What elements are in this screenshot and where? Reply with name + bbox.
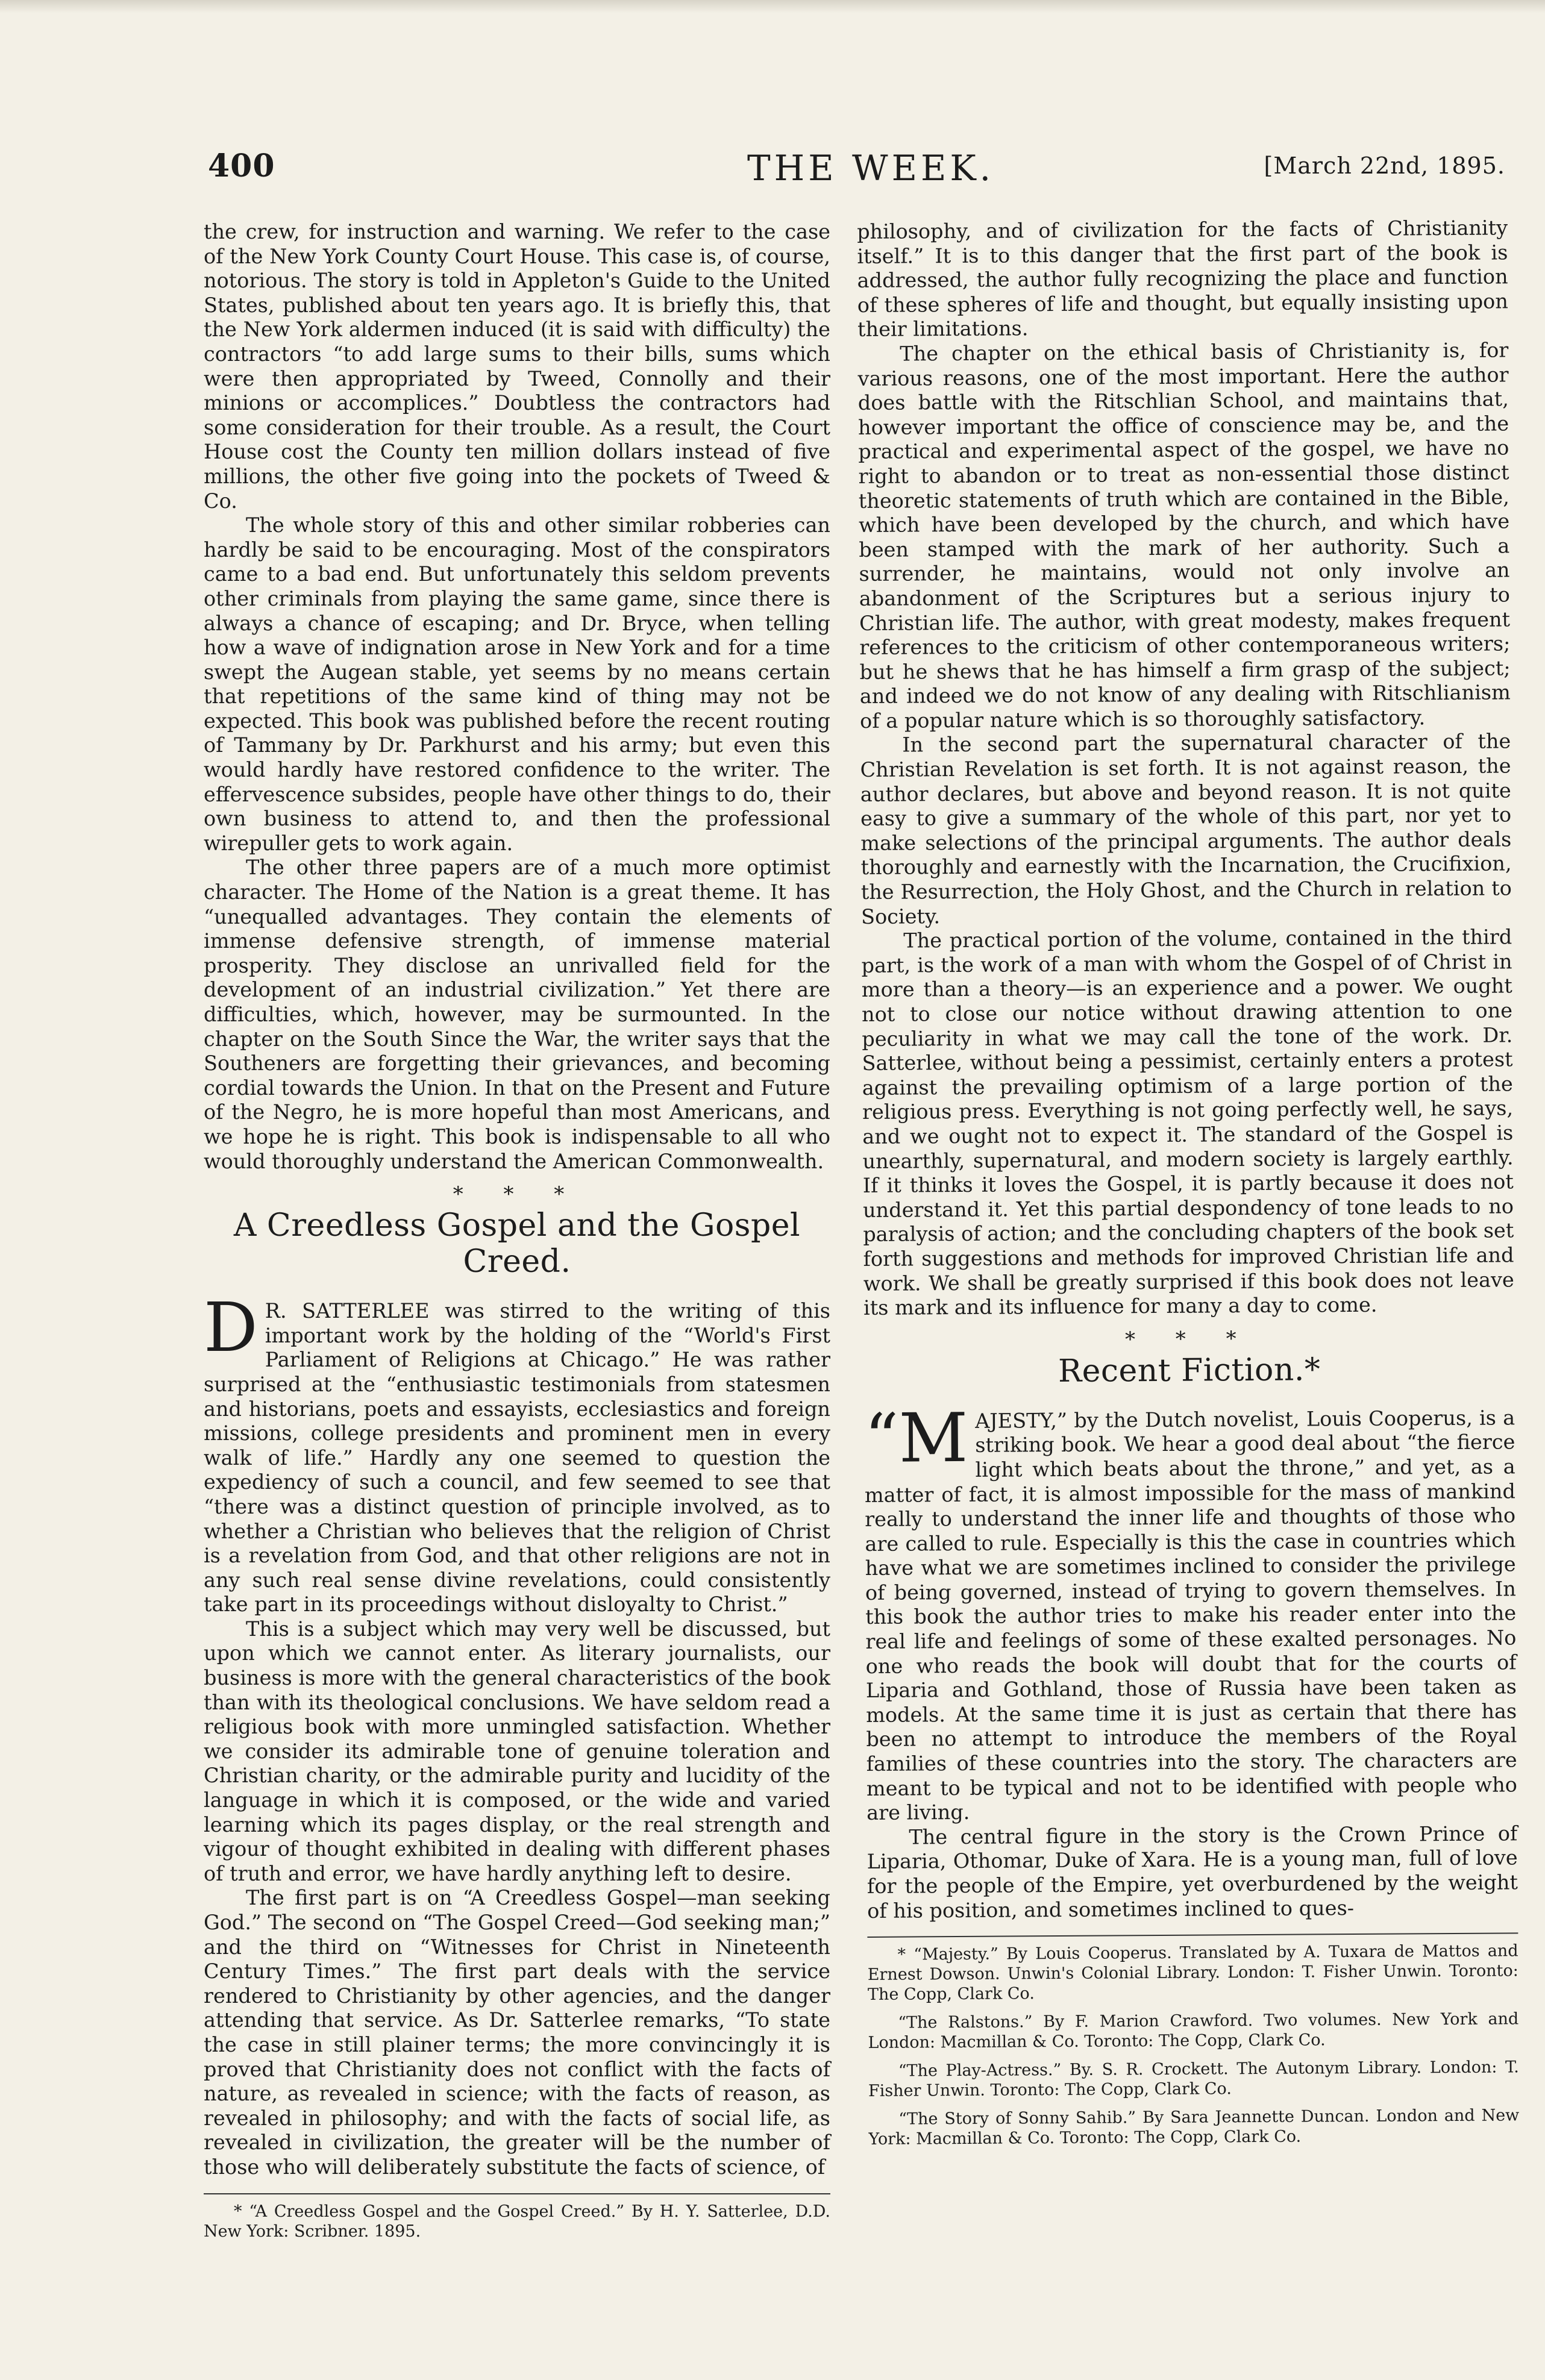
paragraph: The whole story of this and other similar robberies can hardly be said to be encouraging. Most of the conspirators came to a bad end. But unfortunately this seldom prevents other criminals from playing the same game, since there is always a chance of escaping; and Dr. Bryce, when telling how a wave of indignation arose in New York and for a time swept the Augean stable, yet seems by no means certain that repetitions of the same kind of thing may not be expected. This book was published before the recent routing of Tammany by Dr. Parkhurst and his army; but even this would hardly have restored confidence to the writer. The effervescence subsides, people have other things to do, their own business to attend to, and then the professional wirepuller gets to work again. (204, 513, 830, 855)
issue-date: [March 22nd, 1895. (1264, 152, 1505, 179)
continued-paragraph: the crew, for instruction and warning. We refer to the case of the New York County Court House. This case is, of course, notorious. The story is told in Appleton's Guide to the United States, published about ten years ago. It is briefly this, that the New York aldermen induced (it is said with difficulty) the contractors “to add large sums to their bills, sums which were then appropriated by Tweed, Connolly and their minions or accomplices.” Doubtless the contractors had some consideration for their trouble. As a result, the Court House cost the County ten million dollars instead of five millions, the other five going into the pockets of Tweed & Co. (204, 220, 830, 513)
continued-paragraph: philosophy, and of civilization for the facts of Christianity itself.” It is to this danger that the first part of the book is addressed, the author fully recognizing the place and function of these spheres of life and thought, but equally insisting upon their limitations. (857, 216, 1508, 342)
article-paragraph (204, 1289, 830, 1617)
article-paragraph: This is a subject which may very well be discussed, but upon which we cannot enter. As literary journalists, our business is more with the general characteristics of the book than with its theological conclusions. We have seldom read a religious book with more unmingled satisfaction. Whether we consider its admirable tone of genuine toleration and Christian charity, or the admirable purity and lucidity of the language in which it is composed, or the wide and varied learning which its pages display, or the real strength and vigour of thought exhibited in dealing with different phases of truth and error, we have hardly anything left to desire. (204, 1617, 830, 1885)
left-column (204, 220, 830, 2250)
article-title: A Creedless Gospel and the Gospel Creed. (233, 1207, 801, 1280)
review-paragraph: The central figure in the story is the Crown Prince of Liparia, Othomar, Duke of Xara. He is a young man, full of love for the people of the Empire, yet overburdened by the weight of his position, and sometimes inclined to ques- (867, 1821, 1518, 1923)
section-separator: * * * (453, 1182, 581, 1207)
journal-title: THE WEEK. (747, 148, 995, 189)
right-column (857, 216, 1520, 2158)
paragraph: In the second part the supernatural character of the Christian Revelation is set forth. It is not against reason, the author declares, but above and beyond reason. It is not quite easy to give a summary of the whole of this part, nor yet to make selections of the principal arguments. The author deals thoroughly and earnestly with the Incarnation, the Crucifixion, the Resurrection, the Holy Ghost, and the Church in relation to Society. (860, 729, 1512, 929)
drop-cap: “M (863, 1398, 968, 1478)
review-paragraph (863, 1398, 1518, 1826)
review-paragraph-text: AJESTY,” by the Dutch novelist, Louis Cooperus, is a striking book. We hear a good deal about “the fierce light which beats about the throne,” and yet, as a matter of fact, it is almost impossible for the mass of mankind really to understand the inner life and thoughts of those who are called to rule. Especially is this the case in countries which have what we are sometimes inclined to consider the privilege of being governed, instead of trying to govern themselves. In this book the author tries to make his reader enter into the real life and feelings of some of these exalted personages. No one who reads the book will doubt that for the courts of Liparia and Gothland, those of Russia have been taken as models. At the same time it is just as certain that there has been no attempt to introduce the members of the Royal families of these countries into the story. The characters are meant to be typical and not to be identified with people who are living. (864, 1406, 1518, 1825)
footnote: * “A Creedless Gospel and the Gospel Creed.” By H. Y. Satterlee, D.D. New York: Scribner. 1895. (204, 2202, 830, 2241)
footnote: “The Ralstons.” By F. Marion Crawford. Two volumes. New York and London: Macmillan & Co. Toronto: The Copp, Clark Co. (868, 2009, 1519, 2053)
paragraph: The chapter on the ethical basis of Christianity is, for various reasons, one of the most important. Here the author does battle with the Ritschlian School, and maintains that, however important the office of conscience may be, and the practical and experimental aspect of the gospel, we have no right to abandon or to treat as non-essential those distinct theoretic statements of truth which are contained in the Bible, which have been developed by the church, and which have been stamped with the mark of her authority. Such a surrender, he maintains, would not only involve an abandonment of the Scriptures but a serious injury to Christian life. The author, with great modesty, makes frequent references to the criticism of other contemporaneous writers; but he shews that he has himself a firm grasp of the subject; and indeed we do not know of any dealing with Ritschlianism of a popular nature which is so thoroughly satisfactory. (857, 338, 1511, 733)
section-separator: * * * (1124, 1326, 1253, 1352)
drop-cap: D (204, 1289, 258, 1368)
footnote: * “Majesty.” By Louis Cooperus. Translated by A. Tuxara de Mattos and Ernest Dowson. Unwin's Colonial Library. London: T. Fisher Unwin. Toronto: The Copp, Clark Co. (867, 1941, 1518, 2005)
footnote-rule (204, 2193, 830, 2194)
page-header (208, 148, 1512, 196)
article-paragraph-text: R. SATTERLEE was stirred to the writing of this important work by the holding of the “World's First Parliament of Religions at Chicago.” He was rather surprised at the “enthusiastic testimonials from statesmen and historians, poets and essayists, ecclesiastics and foreign missions, college presidents and prominent men in every walk of life.” Hardly any one seemed to question the expediency of such a council, and few seemed to see that “there was a distinct question of principle involved, as to whether a Christian who believes that the religion of Christ is a revelation from God, and that other religions are not in any such real sense divine revelations, could consistently take part in its proceedings without disloyalty to Christ.” (204, 1299, 830, 1617)
section-title: Recent Fiction.* (1058, 1351, 1321, 1389)
footnote: “The Play-Actress.” By. S. R. Crockett. The Autonym Library. London: T. Fisher Unwin. Toronto: The Copp, Clark Co. (868, 2058, 1519, 2101)
paragraph: The other three papers are of a much more optimist character. The Home of the Nation is a great theme. It has “unequalled advantages. They contain the elements of immense defensive strength, of immense material prosperity. They disclose an unrivalled field for the development of an industrial civilization.” Yet there are difficulties, which, however, may be surmounted. In the chapter on the South Since the War, the writer says that the Southeners are forgetting their grievances, and becoming cordial towards the Union. In that on the Present and Future of the Negro, he is more hopeful than most Americans, and we hope he is right. This book is indispensable to all who would thoroughly understand the American Commonwealth. (204, 856, 830, 1173)
footnote: “The Story of Sonny Sahib.” By Sara Jeannette Duncan. London and New York: Macmillan & Co. Toronto: The Copp, Clark Co. (868, 2106, 1520, 2149)
article-paragraph: The first part is on “A Creedless Gospel—man seeking God.” The second on “The Gospel Creed—God seeking man;” and the third on “Witnesses for Christ in Nineteenth Century Times.” The first part deals with the service rendered to Christianity by other agencies, and the danger attending that service. As Dr. Satterlee remarks, “To state the case in still plainer terms; the more convincingly it is proved that Christianity does not conflict with the facts of nature, as revealed in science; with the facts of reason, as revealed in philosophy; and with the facts of social life, as revealed in civilization, the greater will be the number of those who will deliberately substitute the facts of science, of (204, 1886, 830, 2179)
paragraph: The practical portion of the volume, contained in the third part, is the work of a man with whom the Gospel of of Christ in more than a theory—is an experience and a power. We ought not to close our notice without drawing attention to one peculiarity in what we may call the tone of the work. Dr. Satterlee, without being a pessimist, certainly enters a protest against the prevailing optimism of a large portion of the religious press. Everything is not going perfectly well, he says, and we ought not to expect it. The standard of the Gospel is unearthly, supernatural, and modern society is largely earthly. If it thinks it loves the Gospel, it is partly because it does not understand it. Yet this partial despondency of tone leads to no paralysis of action; and the concluding chapters of the book set forth suggestions and methods for improved Christian life and work. We shall be greatly surprised if this book does not leave its mark and its influence for many a day to come. (861, 925, 1514, 1320)
footnote-rule (867, 1933, 1518, 1938)
scan-edge (0, 0, 1545, 13)
page-number: 400 (208, 148, 275, 184)
